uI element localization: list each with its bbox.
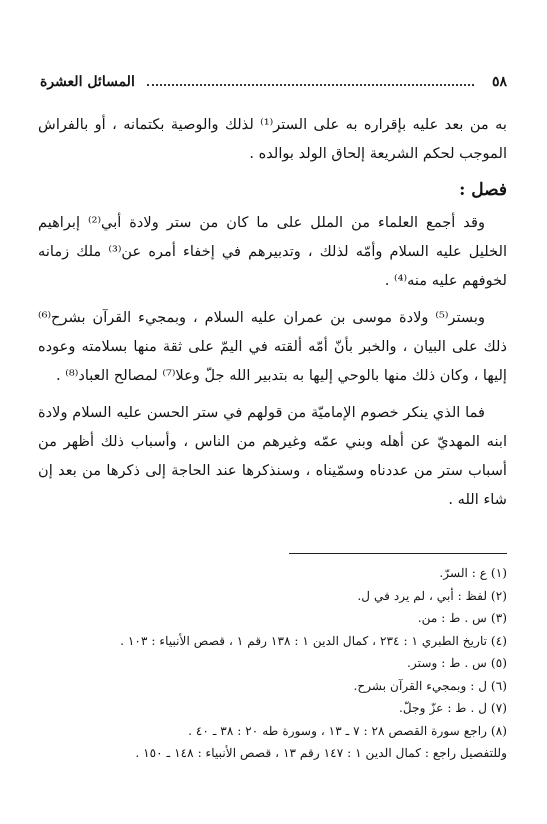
paragraph-1: به من بعد عليه بإقراره به على الستر⁽¹⁾ لذلك والوصية بكتمانه ، أو بالفراش الموجب لحكم الشريعة إلحاق الولد بوالده .	[38, 116, 507, 162]
footnote-separator	[289, 553, 507, 554]
footnote-7: (٧) ل . ط : عزّ وجلّ.	[399, 701, 507, 715]
footnote-4: (٤) تاريخ الطبري ١ : ٢٣٤ ، كمال الدين ١ : ١٣٨ رقم ١ ، قصص الأنبياء : ١٠٣ .	[120, 633, 507, 648]
paragraph-2: وقد أجمع العلماء من الملل على ما كان من ستر ولادة أبي⁽²⁾ إبراهيم الخليل عليه السلام وأمّه لذلك ، وتدبيرهم في إخفاء أمره عن⁽³⁾ ملك زمانه لخوفهم عليه منه⁽⁴⁾ .	[38, 214, 507, 289]
section-heading: فصل :	[459, 180, 507, 200]
page-header	[40, 70, 507, 94]
running-title: المسائل العشرة	[40, 74, 135, 90]
page-number: ٥٨	[491, 74, 507, 90]
footnote-6: (٦) ل : وبمجيء القرآن بشرح.	[353, 678, 507, 693]
main-text	[38, 110, 507, 522]
footnote-1: (١) ع : السرّ.	[439, 566, 507, 580]
footnote-8-continued: وللتفصيل راجع : كمال الدين ١ : ١٤٧ رقم ١٣ ، قصص الأنبياء : ١٤٨ ـ ١٥٠ .	[135, 746, 507, 760]
footnote-8: (٨) راجع سورة القصص ٢٨ : ٧ ـ ١٣ ، وسورة طه ٢٠ : ٣٨ ـ ٤٠ .	[188, 723, 507, 738]
paragraph-3: وبستر⁽⁵⁾ ولادة موسى بن عمران عليه السلام ، وبمجيء القرآن بشرح⁽⁶⁾ ذلك على البيان ، والخبر بأنّ أمّه ألقته في اليمّ على ثقة منها بسلامته وعوده إليها ، وكان ذلك منها بالوحي إليها به بتدبير الله جلّ وعلا⁽⁷⁾ لمصالح العباد⁽⁸⁾ .	[38, 309, 507, 384]
paragraph-4: فما الذي ينكر خصوم الإماميّة من قولهم في ستر الحسن عليه السلام ولادة ابنه المهديّ عن أهله وبني عمّه وغيرهم من الناس ، وأسباب ذلك أظهر من أسباب ستر من عددناه وسمّيناه ، وسنذكرها عند الحاجة إلى ذكرها من بعد إن شاء الله .	[38, 404, 507, 508]
footnote-5: (٥) س . ط : وستر.	[407, 656, 507, 670]
footnotes	[38, 562, 507, 765]
footnote-2: (٢) لفظ : أبي ، لم يرد في ل.	[357, 588, 507, 603]
header-dotted-leader	[147, 84, 474, 86]
footnote-3: (٣) س . ط : من.	[417, 611, 507, 625]
